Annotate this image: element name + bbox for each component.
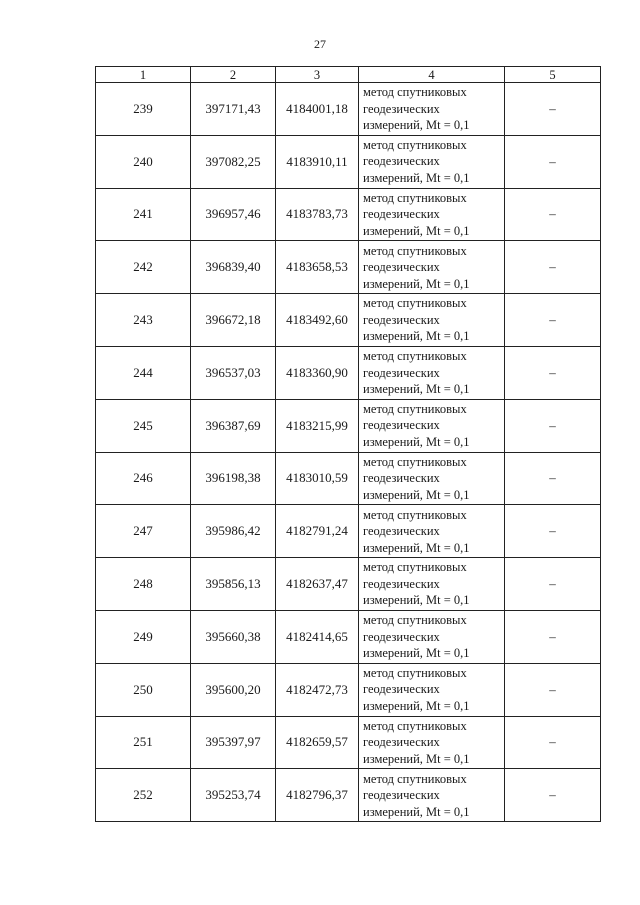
method-line: метод спутниковых [363, 401, 467, 416]
method-line: геодезических [363, 788, 440, 802]
point-number-cell: 247 [96, 505, 191, 558]
note-cell: – [505, 346, 601, 399]
method-line: геодезических [363, 312, 440, 327]
table-body [96, 83, 601, 822]
column-header-4: 4 [359, 67, 505, 83]
method-line: метод спутниковых [363, 507, 467, 522]
x-coordinate-cell: 397082,25 [191, 135, 276, 188]
method-line: метод спутниковых [363, 771, 467, 786]
method-cell [359, 135, 505, 188]
header-row [96, 67, 601, 83]
method-line: измерений, Mt = 0,1 [363, 646, 470, 661]
y-coordinate-cell: 4182637,47 [276, 558, 359, 611]
note-cell: – [505, 716, 601, 769]
note-cell: – [505, 294, 601, 347]
x-coordinate-cell: 396839,40 [191, 241, 276, 294]
note-cell: – [505, 135, 601, 188]
x-coordinate-cell: 397171,43 [191, 83, 276, 136]
method-line: геодезических [363, 629, 440, 644]
method-cell [359, 241, 505, 294]
table-row [96, 346, 601, 399]
x-coordinate-cell: 395986,42 [191, 505, 276, 558]
table-row [96, 135, 601, 188]
method-line: метод спутниковых [363, 243, 467, 258]
method-cell [359, 558, 505, 611]
y-coordinate-cell: 4184001,18 [276, 83, 359, 136]
note-cell: – [505, 505, 601, 558]
note-cell: – [505, 452, 601, 505]
y-coordinate-cell: 4183492,60 [276, 294, 359, 347]
x-coordinate-cell: 396672,18 [191, 294, 276, 347]
y-coordinate-cell: 4183783,73 [276, 188, 359, 241]
point-number-cell: 242 [96, 241, 191, 294]
x-coordinate-cell: 395856,13 [191, 558, 276, 611]
note-cell: – [505, 610, 601, 663]
method-line: геодезических [363, 471, 440, 486]
method-cell [359, 188, 505, 241]
point-number-cell: 241 [96, 188, 191, 241]
method-line: измерений, Mt = 0,1 [363, 540, 470, 555]
x-coordinate-cell: 395660,38 [191, 610, 276, 663]
coordinates-table [95, 66, 601, 822]
method-line: метод спутниковых [363, 665, 467, 680]
method-line: измерений, Mt = 0,1 [363, 170, 470, 185]
method-line: метод спутниковых [363, 296, 467, 311]
y-coordinate-cell: 4183010,59 [276, 452, 359, 505]
method-line: измерений, Mt = 0,1 [363, 434, 470, 449]
x-coordinate-cell: 396198,38 [191, 452, 276, 505]
table-row [96, 505, 601, 558]
method-line: измерений, Mt = 0,1 [363, 804, 470, 819]
method-line: геодезических [363, 735, 440, 750]
method-line: измерений, Mt = 0,1 [363, 118, 470, 133]
note-cell: – [505, 241, 601, 294]
page-number: 27 [314, 37, 326, 51]
table-row [96, 294, 601, 347]
method-line: геодезических [363, 418, 440, 433]
method-line: геодезических [363, 365, 440, 380]
x-coordinate-cell: 396957,46 [191, 188, 276, 241]
y-coordinate-cell: 4182414,65 [276, 610, 359, 663]
y-coordinate-cell: 4183910,11 [276, 135, 359, 188]
note-cell: – [505, 663, 601, 716]
point-number-cell: 249 [96, 610, 191, 663]
table-row [96, 399, 601, 452]
method-line: метод спутниковых [363, 137, 467, 152]
table-row [96, 610, 601, 663]
method-line: геодезических [363, 576, 440, 591]
point-number-cell: 252 [96, 769, 191, 822]
method-line: метод спутниковых [363, 560, 467, 575]
table-row [96, 663, 601, 716]
note-cell: – [505, 83, 601, 136]
point-number-cell: 246 [96, 452, 191, 505]
method-line: измерений, Mt = 0,1 [363, 751, 470, 766]
method-line: метод спутниковых [363, 349, 467, 364]
note-cell: – [505, 769, 601, 822]
x-coordinate-cell: 395397,97 [191, 716, 276, 769]
table-row [96, 558, 601, 611]
method-line: геодезических [363, 207, 440, 222]
table-row [96, 188, 601, 241]
method-line: метод спутниковых [363, 718, 467, 733]
y-coordinate-cell: 4183360,90 [276, 346, 359, 399]
point-number-cell: 240 [96, 135, 191, 188]
method-cell [359, 663, 505, 716]
x-coordinate-cell: 396537,03 [191, 346, 276, 399]
method-line: метод спутниковых [363, 190, 467, 205]
method-cell [359, 452, 505, 505]
method-line: измерений, Mt = 0,1 [363, 593, 470, 608]
method-line: геодезических [363, 524, 440, 539]
note-cell: – [505, 188, 601, 241]
method-line: геодезических [363, 260, 440, 275]
point-number-cell: 245 [96, 399, 191, 452]
y-coordinate-cell: 4182472,73 [276, 663, 359, 716]
column-header-2: 2 [191, 67, 276, 83]
x-coordinate-cell: 396387,69 [191, 399, 276, 452]
column-header-5: 5 [505, 67, 601, 83]
method-cell [359, 769, 505, 822]
table-row [96, 716, 601, 769]
point-number-cell: 250 [96, 663, 191, 716]
point-number-cell: 239 [96, 83, 191, 136]
point-number-cell: 244 [96, 346, 191, 399]
method-line: геодезических [363, 101, 440, 116]
method-cell [359, 346, 505, 399]
table-header [96, 67, 601, 83]
table-row [96, 769, 601, 822]
method-cell [359, 83, 505, 136]
method-line: измерений, Mt = 0,1 [363, 329, 470, 344]
method-line: метод спутниковых [363, 85, 467, 100]
method-line: измерений, Mt = 0,1 [363, 487, 470, 502]
method-line: метод спутниковых [363, 454, 467, 469]
x-coordinate-cell: 395600,20 [191, 663, 276, 716]
column-header-1: 1 [96, 67, 191, 83]
y-coordinate-cell: 4182796,37 [276, 769, 359, 822]
y-coordinate-cell: 4182659,57 [276, 716, 359, 769]
method-line: измерений, Mt = 0,1 [363, 698, 470, 713]
method-cell [359, 399, 505, 452]
point-number-cell: 243 [96, 294, 191, 347]
method-line: измерений, Mt = 0,1 [363, 382, 470, 397]
method-cell [359, 505, 505, 558]
y-coordinate-cell: 4183658,53 [276, 241, 359, 294]
y-coordinate-cell: 4182791,24 [276, 505, 359, 558]
point-number-cell: 248 [96, 558, 191, 611]
method-cell [359, 716, 505, 769]
method-line: измерений, Mt = 0,1 [363, 276, 470, 291]
column-header-3: 3 [276, 67, 359, 83]
method-line: геодезических [363, 682, 440, 697]
table-row [96, 83, 601, 136]
method-line: геодезических [363, 154, 440, 169]
method-cell [359, 294, 505, 347]
x-coordinate-cell: 395253,74 [191, 769, 276, 822]
y-coordinate-cell: 4183215,99 [276, 399, 359, 452]
note-cell: – [505, 558, 601, 611]
table-row [96, 241, 601, 294]
point-number-cell: 251 [96, 716, 191, 769]
table-row [96, 452, 601, 505]
method-line: измерений, Mt = 0,1 [363, 223, 470, 238]
note-cell: – [505, 399, 601, 452]
method-line: метод спутниковых [363, 613, 467, 628]
method-cell [359, 610, 505, 663]
